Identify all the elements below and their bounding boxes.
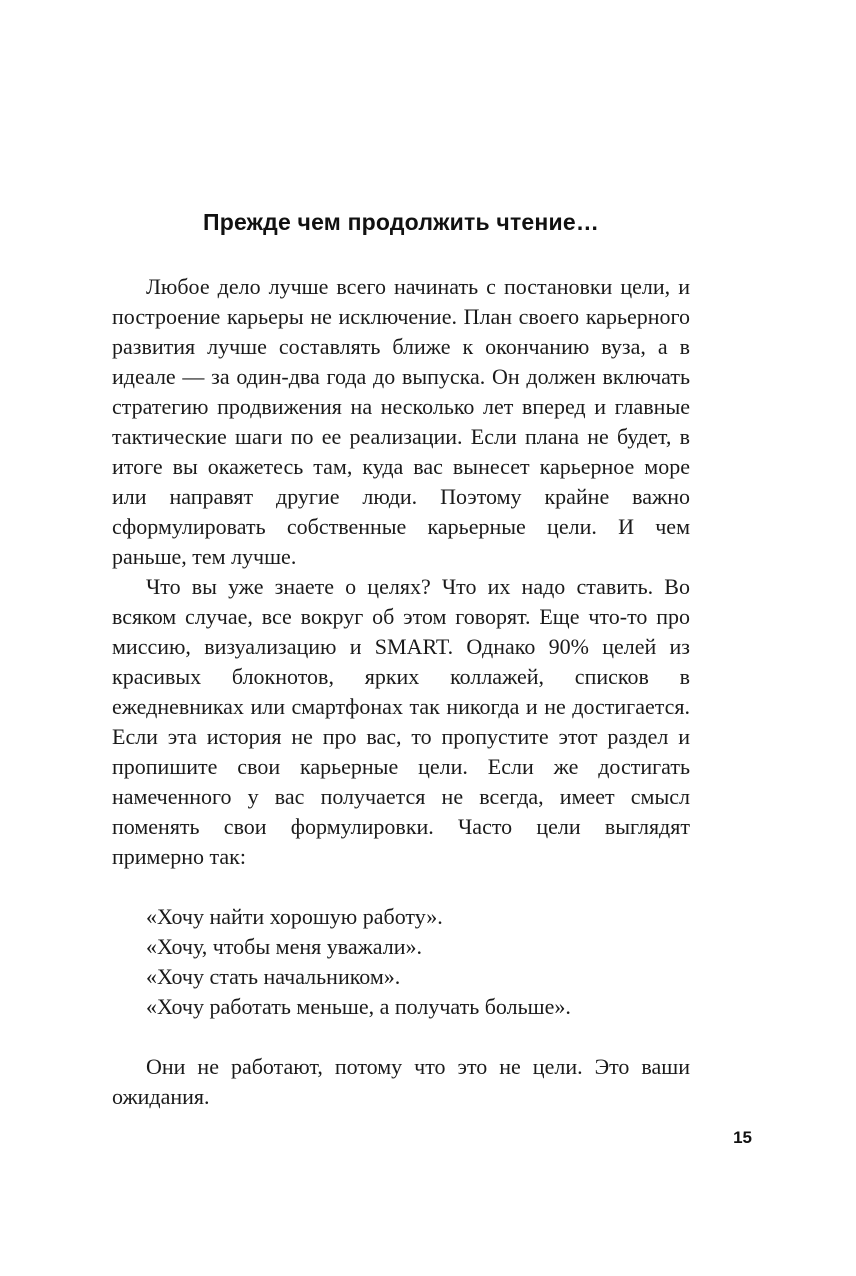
quote-line: «Хочу работать меньше, а получать больше». [146,994,571,1019]
quote-line: «Хочу, чтобы меня уважали». [146,934,423,959]
page-number: 15 [733,1128,752,1147]
closing-paragraph: Они не работают, потому что это не цели. Это ваши ожидания. [112,1054,690,1109]
body-paragraph: Что вы уже знаете о целях? Что их надо ставить. Во всяком случае, все вокруг об этом говорят. Еще что-то про миссию, визуализацию и SMART. Однако 90% целей из красивых блокнотов, ярких коллажей, списков в ежедневниках или смартфонах так никогда и не достигается. Если эта история не про вас, то пропустите этот раздел и пропишите свои карьерные цели. Если же достигать намеченного у вас получается не всегда, имеет смысл поменять свои формулировки. Часто цели выглядят примерно так: [112,574,690,869]
quote-line: «Хочу найти хорошую работу». [146,904,443,929]
chapter-title: Прежде чем продолжить чтение… [202,209,600,235]
quote-block [112,902,690,1022]
body-paragraph: Любое дело лучше всего начинать с постановки цели, и построение карьеры не исключение. План своего карьерного развития лучше составлять ближе к окончанию вуза, а в идеале — за один-два года до выпуска. Он должен включать стратегию продвижения на несколько лет вперед и главные тактические шаги по ее реализации. Если плана не будет, в итоге вы окажетесь там, куда вас вынесет карьерное море или направят другие люди. Поэтому крайне важно сформулировать собственные карьерные цели. И чем раньше, тем лучше. [112,274,690,569]
quote-line: «Хочу стать начальником». [146,964,401,989]
content-column [112,208,690,1112]
